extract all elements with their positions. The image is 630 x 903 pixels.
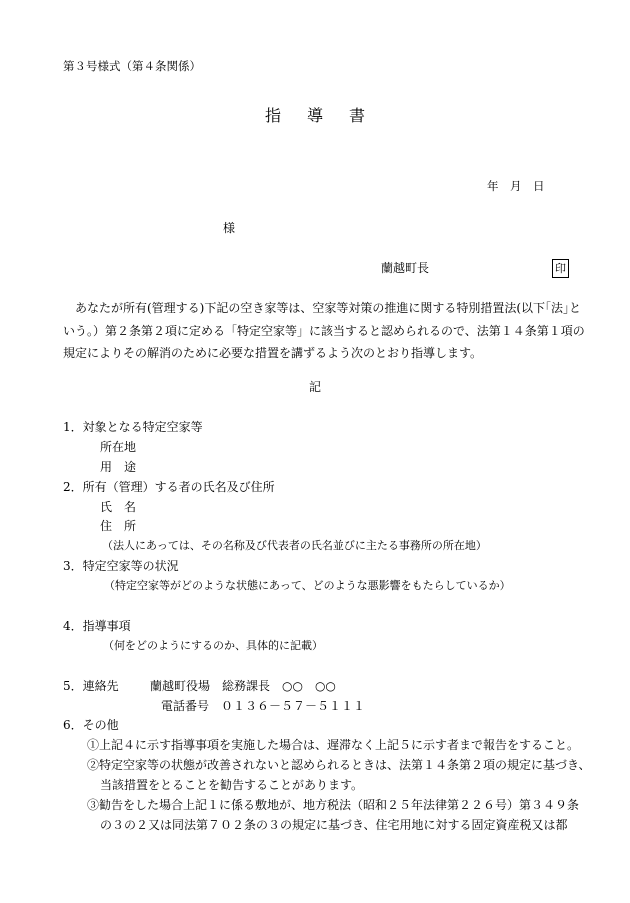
- section-6-heading: 6．その他: [63, 718, 119, 732]
- section-1-location: 所在地: [100, 440, 137, 454]
- section-6-clause-2-line-2: 当該措置をとることを勧告することがあります。: [100, 778, 364, 792]
- section-3-note: （特定空家等がどのような状態にあって、どのような悪影響をもたらしているか）: [104, 579, 511, 592]
- section-6-clause-3-line-1: ③勧告をした場合上記１に係る敷地が、地方税法（昭和２５年法律第２２６号）第３４９条: [87, 798, 580, 812]
- section-4-heading: 4．指導事項: [63, 619, 131, 633]
- form-number: 第３号様式（第４条関係）: [63, 59, 201, 73]
- section-6-clause-1: ①上記４に示す指導事項を実施した場合は、遅滞なく上記５に示す者まで報告をすること。: [87, 738, 580, 752]
- section-6-clause-2-line-1: ②特定空家等の状態が改善されないと認められるときは、法第１４条第２項の規定に基づき、: [87, 758, 591, 772]
- section-1-heading: 1．対象となる特定空家等: [63, 420, 203, 434]
- section-4-note: （何をどのようにするのか、具体的に記載）: [103, 639, 323, 652]
- section-5-phone: 電話番号 ０１３６－５７－５１１１: [161, 699, 366, 713]
- ki-heading: 記: [308, 380, 321, 394]
- section-5-office: 蘭越町役場 総務課長 ○○ ○○: [150, 679, 336, 693]
- addressee-suffix: 様: [223, 221, 236, 235]
- document-title: 指導書: [264, 106, 391, 125]
- section-2-name: 氏 名: [100, 500, 137, 514]
- section-2-address: 住 所: [100, 519, 137, 533]
- section-5-heading: 5．連絡先: [63, 679, 119, 693]
- section-1-use: 用 途: [100, 460, 137, 474]
- section-2-heading: 2．所有（管理）する者の氏名及び住所: [63, 480, 275, 494]
- issuer-name: 蘭越町長: [381, 261, 430, 275]
- section-2-note: （法人にあっては、その名称及び代表者の氏名並びに主たる事務所の所在地）: [102, 539, 487, 552]
- seal-stamp: 印: [552, 259, 569, 278]
- section-6-clause-3-line-2: の３の２又は同法第７０２条の３の規定に基づき、住宅用地に対する固定資産税又は都: [100, 818, 568, 832]
- section-3-heading: 3．特定空家等の状況: [63, 559, 179, 573]
- date-line: 年 月 日: [487, 179, 545, 193]
- body-paragraph: あなたが所有(管理する)下記の空き家等は、空家等対策の推進に関する特別措置法(以下｢法｣という。）第２条第２項に定める「特定空家等」に該当すると認められるので、法第１４条第１項の規定によりその解消のために必要な措置を講ずるよう次のとおり指導します。: [63, 301, 585, 360]
